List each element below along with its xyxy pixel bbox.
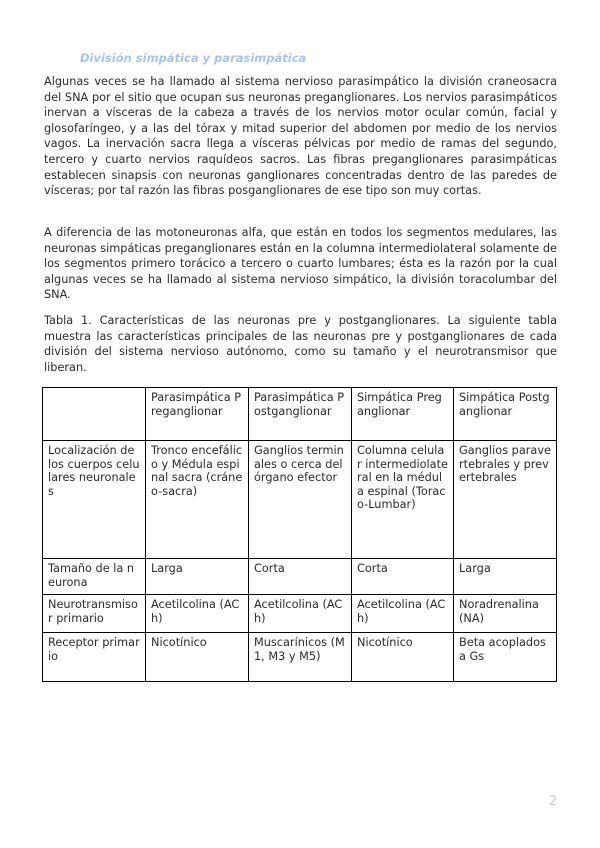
- row-label-cell: Receptor primario: [43, 633, 146, 682]
- table-cell: Acetilcolina (ACh): [249, 595, 352, 633]
- table-cell: Acetilcolina (ACh): [146, 595, 249, 633]
- table-cell: Ganglios terminales o cerca del órgano efector: [249, 441, 352, 559]
- table-cell: Beta acoplados a Gs: [454, 633, 557, 682]
- table-cell: Nicotínico: [146, 633, 249, 682]
- table-cell: Corta: [249, 559, 352, 595]
- table-header-cell: Simpática Postganglionar: [454, 388, 557, 441]
- table-cell: Noradrenalina (NA): [454, 595, 557, 633]
- table-row: [43, 441, 557, 559]
- row-label-cell: Localización de los cuerpos celulares neuronales: [43, 441, 146, 559]
- table-cell: Larga: [146, 559, 249, 595]
- row-label-cell: Tamaño de la neurona: [43, 559, 146, 595]
- paragraph-parasympathetic: Algunas veces se ha llamado al sistema nervioso parasimpático la división craneosacra del SNA por el sitio que ocupan sus neuronas preganglionares. Los nervios parasimpáticos inervan a vísceras de la cabeza a través de los nervios motor ocular común, facial y glosofaríngeo, y a las del tórax y mitad superior del abdomen por medio de los nervios vagos. La inervación sacra llega a vísceras pélvicas por medio de ramas del segundo, tercero y cuarto nervios raquídeos sacros. Las fibras preganglionares parasimpáticas establecen sinapsis con neuronas ganglionares concentradas dentro de las paredes de vísceras; por tal razón las fibras posganglionares de ese tipo son muy cortas.: [44, 75, 557, 198]
- table-header-cell: Simpática Preganglionar: [352, 388, 454, 441]
- table-cell: Columna celular intermediolateral en la médula espinal (Toraco-Lumbar): [352, 441, 454, 559]
- table-caption: Tabla 1. Características de las neuronas pre y postganglionares. La siguiente tabla muestra las características principales de las neuronas pre y postganglionares de cada división del sistema nervioso autónomo, como su tamaño y el neurotransmisor que liberan.: [44, 314, 557, 374]
- table-row: [43, 595, 557, 633]
- table-cell: Corta: [352, 559, 454, 595]
- section-heading: División simpática y parasimpática: [80, 51, 307, 65]
- table-cell: Ganglios paravertebrales y prevertebrales: [454, 441, 557, 559]
- page-number: 2: [548, 794, 557, 809]
- table-cell: Tronco encefálico y Médula espinal sacra (cráneo-sacra): [146, 441, 249, 559]
- table-header-cell: [43, 388, 146, 441]
- table-row: [43, 559, 557, 595]
- table-header-cell: Parasimpática Preganglionar: [146, 388, 249, 441]
- neuron-characteristics-table: [42, 387, 557, 682]
- table-row: [43, 633, 557, 682]
- table-header-row: [43, 388, 557, 441]
- table-cell: Muscarínicos (M1, M3 y M5): [249, 633, 352, 682]
- table-header-cell: Parasimpática Postganglionar: [249, 388, 352, 441]
- row-label-cell: Neurotransmisor primario: [43, 595, 146, 633]
- paragraph-sympathetic: A diferencia de las motoneuronas alfa, que están en todos los segmentos medulares, las neuronas simpáticas preganglionares están en la columna intermediolateral solamente de los segmentos primero torácico a tercero o cuarto lumbares; ésta es la razón por la cual algunas veces se ha llamado al sistema nervioso simpático, la división toracolumbar del SNA.: [44, 226, 557, 302]
- table-cell: Nicotínico: [352, 633, 454, 682]
- table-cell: Larga: [454, 559, 557, 595]
- table-cell: Acetilcolina (ACh): [352, 595, 454, 633]
